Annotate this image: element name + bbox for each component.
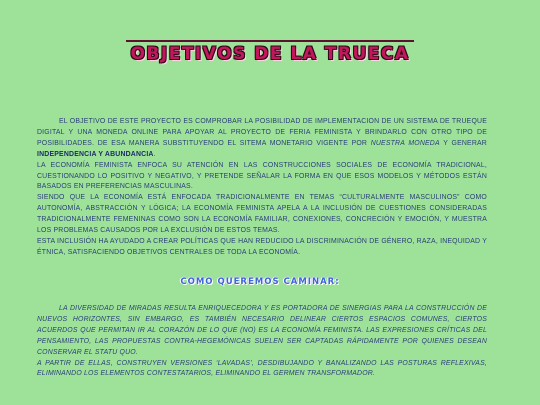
intro-paragraph-1 xyxy=(37,117,487,161)
intro-p1-end: . xyxy=(153,150,156,158)
closing-paragraph-1: LA DIVERSIDAD DE MIRADAS RESULTA ENRIQUECEDORA Y ES PORTADORA DE SINERGIAS PARA LA CONSTRUCCIÓN DE NUEVOS HORIZONTES, SIN EMBARGO, ES TAMBIÉN NECESARIO DELINEAR CIERTOS ESPACIOS COMUNES, CIERTOS ACUERDOS QUE PERMITAN IR AL CORAZÓN DE LO QUE (NO) ES LA ECONOMÍA FEMINISTA. LAS EXPRESIONES CRÍTICAS DEL PENSAMIENTO, LAS PROPUESTAS CONTRA-HEGEMÓNICAS SUELEN SER CAPTADAS RÁPIDAMENTE POR QUIENES DESEAN CONSERVAR EL STATU QUO. xyxy=(37,305,487,356)
closing-paragraph-2: A PARTIR DE ELLAS, CONSTRUYEN VERSIONES ‘LAVADAS’, DESDIBUJANDO Y BANALIZANDO LAS POSTURAS REFLEXIVAS, ELIMINANDO LOS ELEMENTOS CONTESTATARIOS, ELIMINANDO EL GERMEN TRANSFORMADOR. xyxy=(37,359,487,378)
closing-section xyxy=(37,304,487,380)
intro-p1-middle: Y GENERAR xyxy=(439,139,487,147)
title-container xyxy=(0,40,540,67)
intro-paragraph-3: SIENDO QUE LA ECONOMÍA ESTÁ ENFOCADA TRADICIONALMENTE EN TEMAS “CULTURALMENTE MASCULINOS” COMO AUTONOMÍA, ABSTRACCIÓN Y LÓGICA; LA ECONOMÍA FEMINISTA APELA A LA INCLUSIÓN DE CUESTIONES CONSIDERADAS TRADICIONALMENTE FEMENINAS COMO SON LA ECONOMÍA FAMILIAR, CONEXIONES, CONCRECIÓN Y EMOCIÓN, Y MUESTRA LOS PROBLEMAS CAUSADOS POR LA EXCLUSIÓN DE ESTOS TEMAS. xyxy=(37,194,487,235)
page-title: OBJETIVOS DE LA TRUECA xyxy=(126,40,413,67)
intro-p1-text: EL OBJETIVO DE ESTE PROYECTO ES COMPROBAR LA POSIBILIDAD DE IMPLEMENTACION DE UN SISTEMA DE TRUEQUE DIGITAL Y UNA MONEDA ONLINE PARA APOYAR AL PROYECTO DE FERIA FEMINISTA Y BRINDARLO CON OTRO TIPO DE POSIBILIDADES. DE ESA MANERA SUBSTITUYENDO EL SITEMA MONETARIO VIGENTE POR xyxy=(37,118,487,147)
intro-p1-strong: INDEPENDENCIA Y ABUNDANCIA xyxy=(37,150,154,158)
section-subtitle: COMO QUEREMOS CAMINAR: xyxy=(180,277,340,287)
intro-section xyxy=(37,117,487,259)
intro-p1-emphasis: NUESTRA MONEDA xyxy=(370,139,440,147)
intro-paragraph-2: LA ECONOMÍA FEMINISTA ENFOCA SU ATENCIÓN EN LAS CONSTRUCCIONES SOCIALES DE ECONOMÍA TRADICIONAL, CUESTIONANDO LO POSITIVO Y NEGATIVO, Y PRETENDE SEÑALAR LA FORMA EN QUE ESOS MODELOS Y MÉTODOS ESTÁN BASADOS EN PREFERENCIAS MASCULINAS. xyxy=(37,161,487,191)
intro-paragraph-4: ESTA INCLUSIÓN HA AYUDADO A CREAR POLÍTICAS QUE HAN REDUCIDO LA DISCRIMINACIÓN DE GÉNERO, RAZA, INEQUIDAD Y ÉTNICA, SATISFACIENDO OBJETIVOS CENTRALES DE TODA LA ECONOMÍA. xyxy=(37,237,487,256)
subtitle-container xyxy=(0,271,520,289)
